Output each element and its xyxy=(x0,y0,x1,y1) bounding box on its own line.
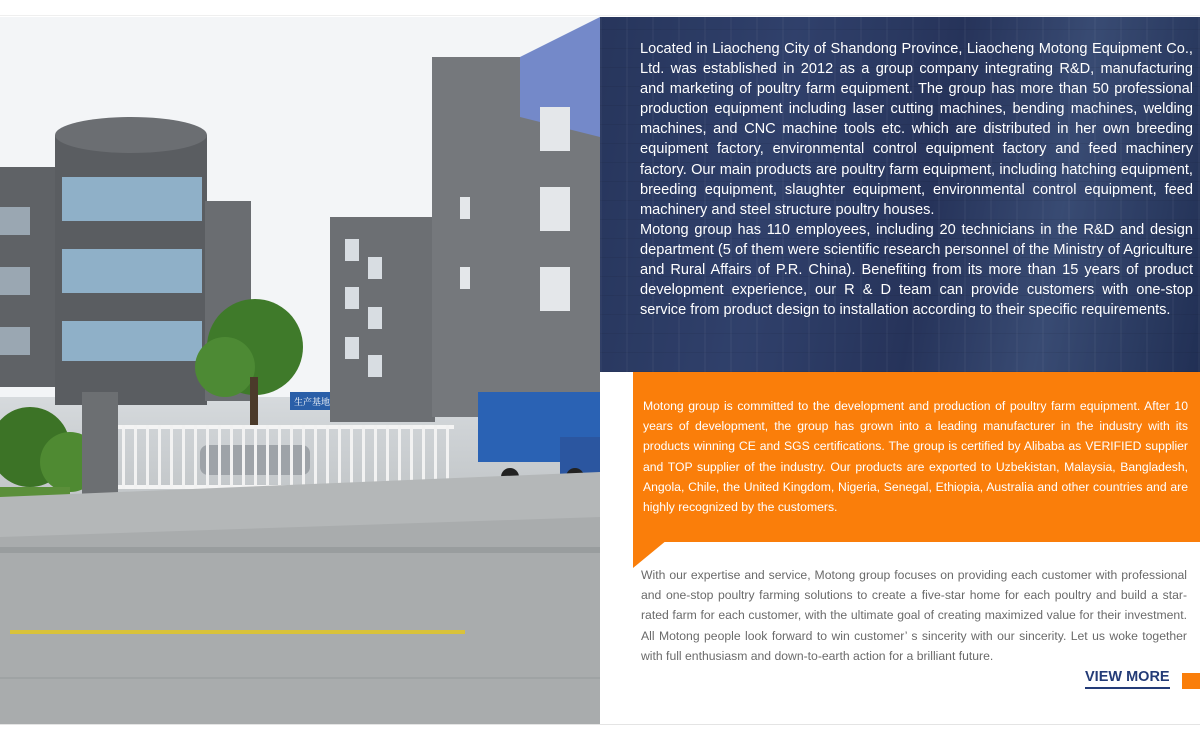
about-intro-panel xyxy=(600,17,1200,372)
factory-photo xyxy=(0,17,600,724)
top-divider xyxy=(0,0,1200,16)
bottom-divider xyxy=(0,724,1200,748)
highlight-panel-pointer xyxy=(633,540,667,568)
intro-paragraph-2: Motong group has 110 employees, including 20 technicians in the R&D and design department (5 of them were scientific research personnel of the Ministry of Agriculture and Rural Affairs of P.R. China). Benefiting from its more than 15 years of product development experience, our R & D team can provide customers with one-stop service from product design to installation according to their specific requirements. xyxy=(640,221,1193,319)
mission-paragraph: With our expertise and service, Motong group focuses on providing each customer with professional and one-stop poultry farming solutions to create a five-star home for each poultry and build a star-rated farm for each customer, with the ultimate goal of creating maximized value for their investment. All Motong people look forward to win customer’ s sincerity with our sincerity. Let us woke together with full enthusiasm and down-to-earth action for a brilliant future. xyxy=(641,568,1187,663)
intro-paragraph-1: Located in Liaocheng City of Shandong Province, Liaocheng Motong Equipment Co., Ltd. was established in 2012 as a group company integrating R&D, manufacturing and marketing of poultry farm equipment. The group has more than 50 professional production equipment including laser cutting machines, bending machines, welding machines, and CNC machine tools etc. which are distributed in her own breeding equipment factory, environmental control equipment factory and feed machinery factory. Our main products are poultry farm equipment, including hatching equipment, breeding equipment, slaughter equipment, environmental control equipment, feed machinery and steel structure poultry houses. xyxy=(640,41,1193,218)
view-more-link[interactable]: VIEW MORE xyxy=(1085,669,1170,689)
highlight-paragraph: Motong group is committed to the development and production of poultry farm equipment. After 10 years of development, the group has grown into a leading manufacturer in the industry with its products winning CE and SGS certifications. The group is certified by Alibaba as VERIFIED supplier and TOP supplier of the industry. Our products are exported to Uzbekistan, Malaysia, Bangladesh, Angola, Chile, the United Kingdom, Nigeria, Senegal, Ethiopia, Australia and other countries and are highly recognized by the customers. xyxy=(643,399,1188,515)
view-more-marker-icon[interactable] xyxy=(1182,673,1200,689)
highlight-panel xyxy=(633,372,1200,542)
about-intro-text xyxy=(640,39,1193,320)
building-sign-text: 生产基地 xyxy=(294,398,331,408)
